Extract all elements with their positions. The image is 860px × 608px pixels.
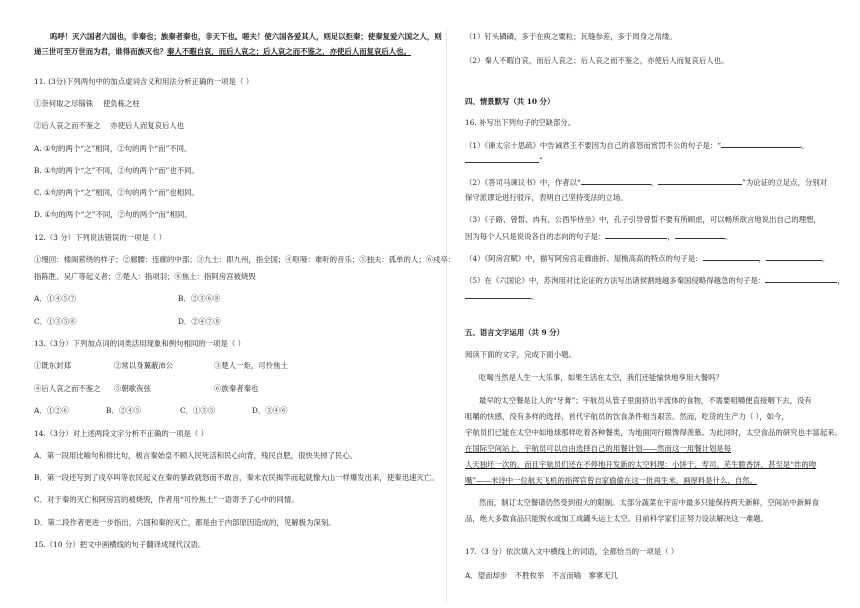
q14-option-b[interactable]: B．第一段还写到了戍卒叫等农民起义在秦的暴政就怒而不敢言，秦末农民揭竿而起就像大山一样爆发出来，使秦迅速灭亡。: [34, 473, 439, 482]
q16-part-1-line-2: [465, 155, 543, 166]
q16-part-2-line-2: 保守派谬论进行驳斥，表明自己坚持变法的立场。: [465, 193, 628, 202]
q14-option-a[interactable]: A．第一段用比喻句和排比句，极言秦始皇不顾人民死活和民心向背，残民自肥，很快失掉了民心。: [34, 451, 358, 460]
q16-part-2-text: （2）《答司马谏议书》中，作者以“: [465, 178, 581, 187]
section-5-heading: 五、语言文字运用（共 9 分）: [465, 328, 564, 337]
passage-line-2: [34, 47, 411, 57]
reading-passage-line-8: 然而，制订太空餐谱仍然受到很大的限制。太部分蔬菜在宇宙中最多只能保持两天新鲜，空间站中新鲜食: [479, 498, 819, 507]
reading-passage-line-5: 在国际空间站上，宇航员可以自由选择自己的用餐计划——然而这一用餐计划是每: [465, 444, 732, 453]
q16-blank-4[interactable]: [658, 177, 742, 185]
q13-option-c[interactable]: C．①③⑤: [180, 406, 216, 415]
q13-stem: 13.（3分）下列加点词的词类活用现象和例句相同的一项是（ ）: [34, 339, 245, 348]
q14-stem: 14.（3分）对上述两段文字分析不正确的一项是（ ）: [34, 429, 209, 438]
q13-example-3: ③楚人一炬，可怜焦土: [214, 361, 288, 370]
q16-part-1-close: ”: [539, 156, 543, 165]
q16-part-4-text: （4）《阿房宫赋》中，描写阿房宫走廊曲折、屋檐高高的特点的句子是：: [465, 254, 703, 263]
q12-option-c[interactable]: C．①③⑤⑥: [34, 317, 77, 326]
q16-part-4-comma: ，: [758, 254, 766, 263]
passage-underlined-sentence: 秦人不暇自哀，而后人哀之；后人哀之而不鉴之，亦使后人而复哀后人也。: [167, 47, 411, 56]
q16-part-4: （4）《阿房宫赋》中，描写阿房宫走廊曲折、屋檐高高的特点的句子是： ， 。: [465, 254, 830, 263]
q11-option-b[interactable]: B. ①句的两个“之”不同，②句的两个“而”也不同。: [34, 166, 199, 175]
translation-item-1: （1）钉头磷磷，多于在庾之粟粒；瓦缝参差，多于周身之帛缕。: [465, 32, 677, 41]
q16-stem: 16. 补写出下列句子的空缺部分。: [465, 118, 576, 127]
q16-blank-1[interactable]: [721, 140, 801, 148]
q16-part-2-text-2: ”为论证的立足点，分别对: [742, 178, 828, 187]
q13-example-4: ④后人哀之而不鉴之: [34, 384, 101, 393]
q13-option-b[interactable]: B．②④⑤: [106, 406, 141, 415]
q16-blank-9[interactable]: [765, 275, 837, 283]
q17-stem: 17.（3 分）依次填入文中横线上的词语，全都恰当的一项是（ ）: [465, 547, 679, 556]
q11-sentence-2: ②后人哀之而不鉴之 亦使后人而复哀后人也: [34, 121, 185, 130]
q16-part-3-comma: ，: [667, 232, 675, 241]
q16-blank-7[interactable]: [703, 253, 759, 261]
q16-blank-6[interactable]: [675, 231, 725, 239]
q13-example-5: ⑤朝歌夜弦: [114, 384, 151, 393]
q13-example-6: ⑥族秦者秦也: [214, 384, 259, 393]
q12-option-d[interactable]: D．②④⑦⑧: [178, 317, 221, 326]
q16-part-5-comma: ，: [837, 276, 845, 285]
q11-stem: 11. (3分)下列两句中的加点虚词含义和用法分析正确的一项是（ ）: [34, 77, 254, 86]
q14-option-c[interactable]: C．对于秦的灭亡和阿房宫的被烧毁，作者用“可怜焦土”一语寄予了心中的同情。: [34, 495, 299, 504]
q13-example-1: ①既东封郑: [34, 361, 71, 370]
q16-part-5-line-2: 。: [465, 291, 538, 302]
translation-item-2: （2）秦人不暇自哀，而后人哀之；后人哀之而不鉴之，亦使后人而复哀后人也。: [465, 56, 729, 65]
passage-line-1: 呜呼！灭六国者六国也，非秦也；族秦者秦也，非天下也。嗟夫！使六国各爱其人，则足以拒秦；使秦复爱六国之人，则: [50, 32, 442, 41]
q16-blank-2[interactable]: [465, 155, 539, 163]
reading-passage-line-9: 品，绝大多数食品只能脱水或加工成罐头运上太空。目前科学家们正努力设法解决这一难题。: [465, 514, 769, 523]
q13-option-d[interactable]: D．③④⑥: [252, 406, 288, 415]
q12-body-2: 指陈胜、吴广等起义者；⑦楚人：指项羽；⑧焦土：指阿房宫被烧毁: [34, 272, 256, 281]
q12-body-1: ①缦回：楼阁萦绕的样子；②廊腰：连廊的中部；③九土：即九州，指全国；④呕哑：难听的音乐；⑤独夫：孤单的人；⑥戍卒：: [34, 255, 456, 264]
q16-blank-8[interactable]: [766, 253, 822, 261]
q16-part-1-text: （1）《谏太宗十思疏》中告诫君王不要因为自己的喜怒而赏罚不公的句子是：“: [465, 141, 722, 150]
q11-option-d[interactable]: D. ①句的两个“之”不同，②句的两个“而”相同。: [34, 210, 192, 219]
q13-example-2: ②常以身翼蔽沛公: [114, 361, 174, 370]
q16-part-3-text: 因为每个人只是说说各自的志向的句子是：: [465, 232, 606, 241]
reading-passage-line-6: 人天独坯一次的，而且宇航员们还在不停地开发新的太空料理：小饼干、寿司、芜生脆香饼，甚至是“炸的吻: [465, 460, 817, 469]
q11-sentence-1: ①奈何取之尽锱铢 使负栋之柱: [34, 99, 140, 108]
q12-option-b[interactable]: B．②③⑥⑧: [178, 294, 221, 303]
q16-blank-5[interactable]: [605, 231, 667, 239]
q12-option-a[interactable]: A．①④⑤⑦: [34, 294, 77, 303]
reading-intro: 阅读下面的文字，完成下面小题。: [465, 350, 576, 359]
q11-option-a[interactable]: A. ①句的两个“之”相同，②句的两个“而”不同。: [34, 144, 192, 153]
q14-option-d[interactable]: D．第二段作者更进一步指出，六国和秦的灭亡，都是由于内部原因造成的，见解极为深刻。: [34, 518, 336, 527]
q16-part-3-line-2: 因为每个人只是说说各自的志向的句子是： ， 。: [465, 232, 733, 241]
reading-passage-line-4: 宇航员们已能在太空中如地球那样吃着各种餐类，为地面同行眼馋得羡慕。为此同时，太空食品的研究也丰富起来。: [465, 428, 842, 437]
q16-blank-10[interactable]: [465, 291, 531, 299]
q12-stem: 12.（3 分）下列说法错误的一项是（ ）: [34, 233, 167, 242]
q11-option-c[interactable]: C. ①句的两个“之”相同，②句的两个“而”也相同。: [34, 188, 199, 197]
q17-option-a[interactable]: A．望而却步 不胜枚举 不言而喻 寥寥无几: [465, 571, 619, 580]
q16-blank-3[interactable]: [581, 177, 651, 185]
reading-passage-line-3: 咀嚼的快感，没有多样的选择，首代宇航员的饮食条件相当艰苦。然而，吃货的生产力（ ），如今，: [465, 412, 789, 421]
q16-part-5-line-1: [465, 275, 845, 286]
q16-part-3-line-1: （3）《子路、曾皙、冉有、公西华侍坐》中，孔子引导曾皙不要有所顾虑，可以畅所欲言地说出自己的理想，: [465, 215, 821, 224]
reading-passage-line-1: 吃喝当然是人生一大乐事，如果生活在太空，我们还能愉快地享用大餐吗？: [479, 373, 723, 382]
q13-option-a[interactable]: A．①②⑥: [34, 406, 69, 415]
q15-stem: 15.（10 分）把文中画横线的句子翻译成现代汉语。: [34, 540, 206, 549]
q16-part-5-text: （5）在《六国论》中，苏洵用对比论证的方法写出诸侯割地越多秦国侵略得越急的句子是：: [465, 276, 766, 285]
column-divider: [446, 28, 447, 602]
section-4-heading: 四、情景默写（共 10 分）: [465, 97, 555, 106]
q16-part-1-line-1: （1）《谏太宗十思疏》中告诫君王不要因为自己的喜怒而赏罚不公的句子是：“ 。: [465, 141, 809, 150]
q16-part-2-comma: ，: [650, 178, 659, 187]
reading-passage-line-7: 嘴”——米诗中一位航天飞机的指挥官曾自家偷偷在这一批再生米，画厚料是什么，自然。: [465, 476, 758, 485]
passage-line-2-text: 递三世可至万世而为君，谁得而族灭也？: [34, 47, 168, 56]
reading-passage-line-2: 最早的太空餐是让人的“牙膏”；宇航员从管子里面挤出半流体的食物，不需要咀嚼便直接咽下去，没有: [479, 396, 812, 405]
q16-part-2-line-1: [465, 177, 827, 188]
